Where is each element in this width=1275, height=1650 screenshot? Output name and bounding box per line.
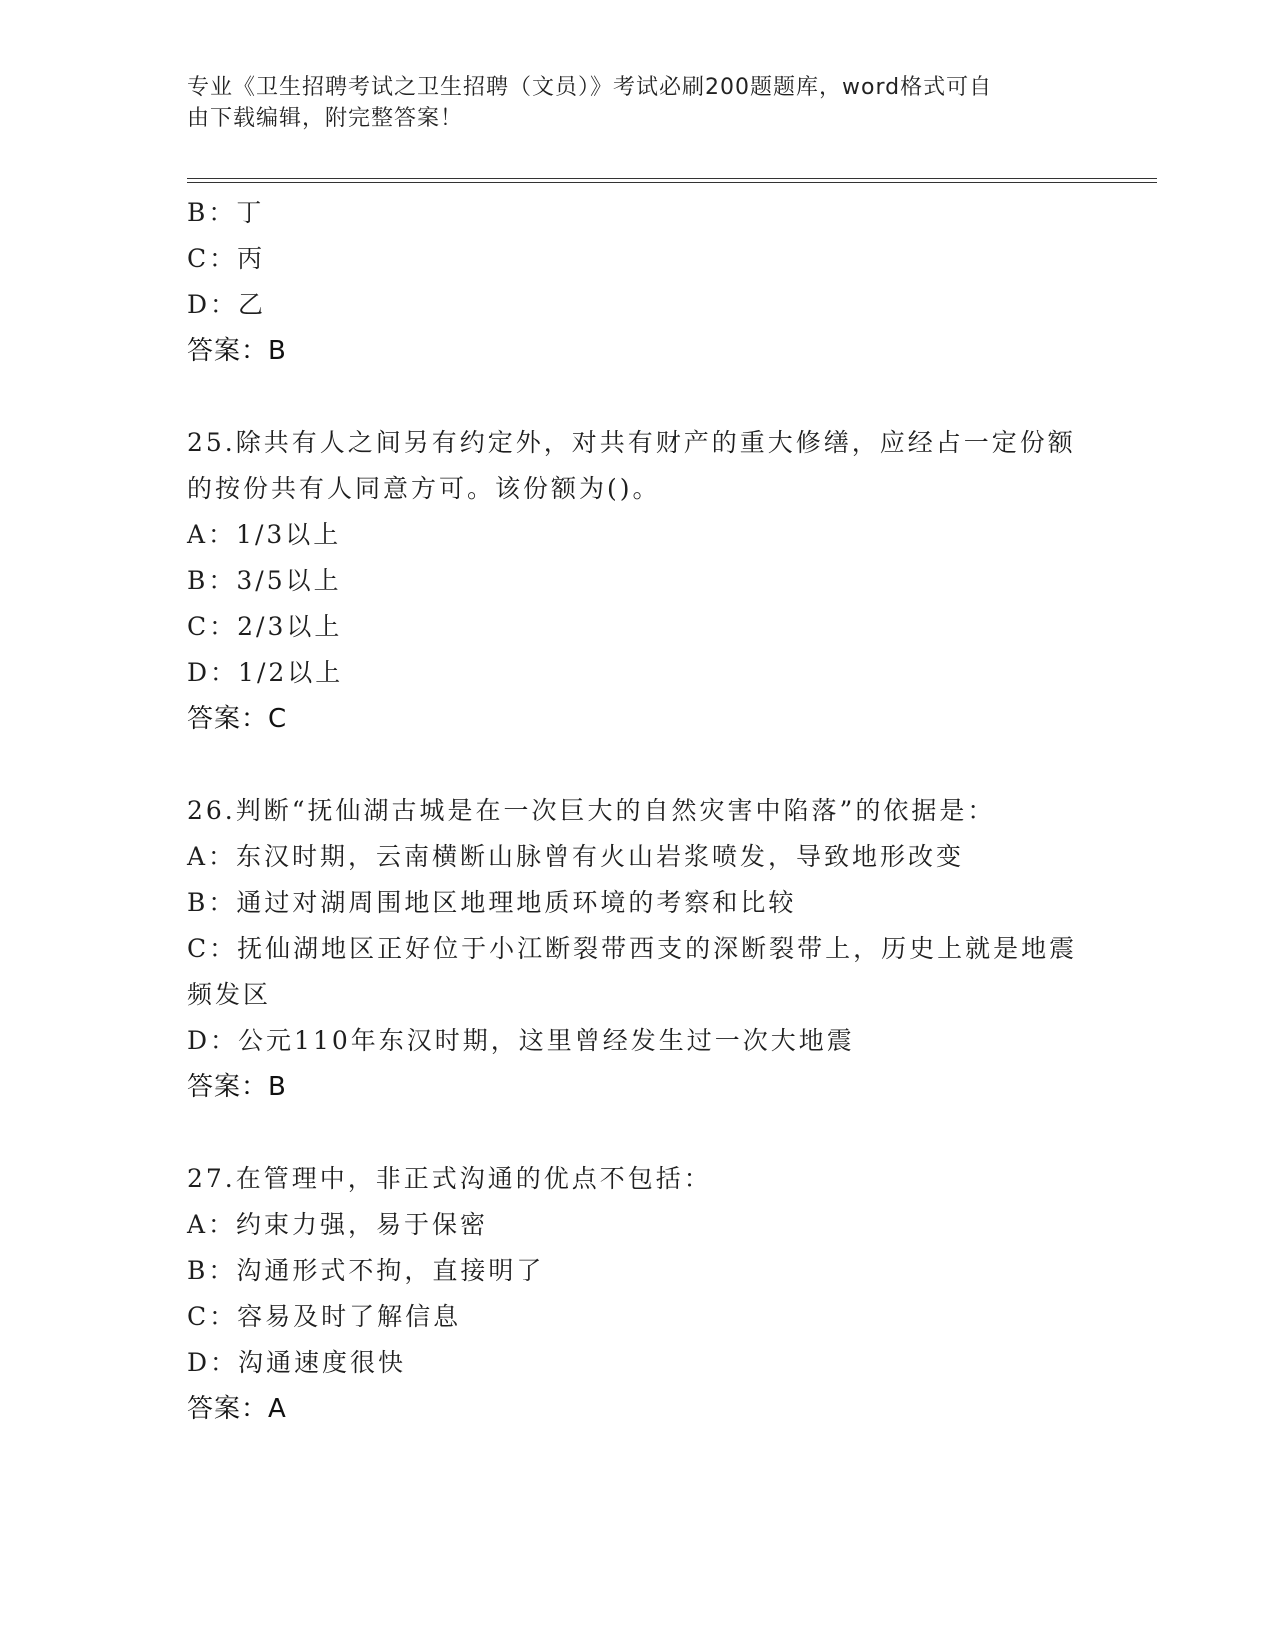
answer-line: 答案：B — [187, 1072, 287, 1102]
option-b: B：丁 — [187, 198, 265, 227]
header-line-1: 专业《卫生招聘考试之卫生招聘（文员）》考试必刷200题题库，word格式可自 — [187, 75, 993, 100]
header-line-2: 由下载编辑，附完整答案！ — [187, 106, 464, 131]
option-a: A：1/3以上 — [187, 520, 342, 549]
option-b: B：3/5以上 — [187, 566, 342, 595]
prev-question-options — [187, 190, 1087, 374]
option-c: C：2/3以上 — [187, 612, 343, 641]
option-c: C：容易及时了解信息 — [187, 1302, 462, 1331]
option-a: A：约束力强，易于保密 — [187, 1210, 489, 1239]
option-c: C：抚仙湖地区正好位于小江断裂带西支的深断裂带上，历史上就是地震频发区 — [187, 934, 1078, 1009]
option-d: D：乙 — [187, 290, 267, 319]
question-25 — [187, 420, 1087, 742]
option-b: B：通过对湖周围地区地理地质环境的考察和比较 — [187, 888, 797, 917]
answer-line: 答案：C — [187, 704, 288, 734]
question-27 — [187, 1156, 1087, 1432]
question-text: 27.在管理中，非正式沟通的优点不包括： — [187, 1164, 712, 1193]
option-d: D：沟通速度很快 — [187, 1348, 407, 1377]
option-b: B：沟通形式不拘，直接明了 — [187, 1256, 545, 1285]
option-a: A：东汉时期，云南横断山脉曾有火山岩浆喷发，导致地形改变 — [187, 842, 965, 871]
option-d: D：1/2以上 — [187, 658, 344, 687]
header-divider — [187, 178, 1157, 183]
document-body — [187, 190, 1087, 1432]
question-text: 26.判断“抚仙湖古城是在一次巨大的自然灾害中陷落”的依据是： — [187, 796, 996, 825]
question-26 — [187, 788, 1087, 1110]
option-c: C：丙 — [187, 244, 266, 273]
document-header — [187, 72, 1067, 134]
answer-line: 答案：A — [187, 1394, 287, 1424]
question-text: 25.除共有人之间另有约定外，对共有财产的重大修缮，应经占一定份额的按份共有人同意方可。该份额为()。 — [187, 428, 1076, 503]
option-d: D：公元110年东汉时期，这里曾经发生过一次大地震 — [187, 1026, 855, 1055]
answer-line: 答案：B — [187, 336, 287, 366]
